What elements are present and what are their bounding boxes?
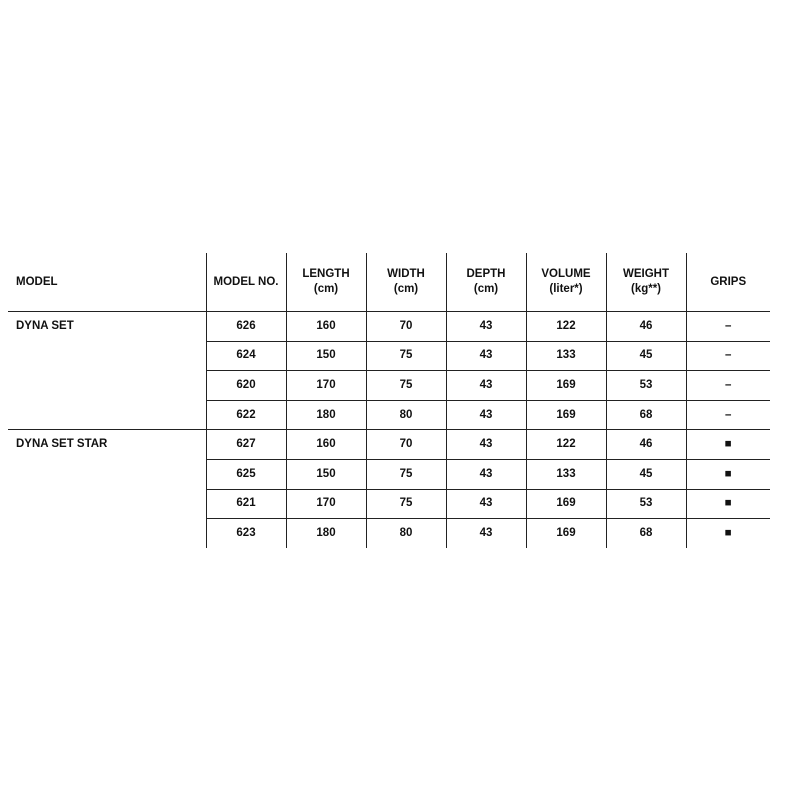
cell-volume: 122	[526, 430, 606, 460]
header-volume	[526, 253, 606, 312]
table-row	[8, 430, 770, 460]
header-model-no	[206, 253, 286, 312]
table-row	[8, 312, 770, 342]
grip-included-icon: ■	[724, 526, 732, 539]
grip-none-dash: –	[725, 349, 732, 362]
grip-included-icon: ■	[724, 438, 732, 451]
cell-model-no: 622	[206, 400, 286, 430]
cell-width: 75	[366, 459, 446, 489]
cell-model-no: 621	[206, 489, 286, 519]
cell-model-no: 625	[206, 459, 286, 489]
header-length-unit: (cm)	[313, 283, 339, 295]
cell-weight: 45	[606, 459, 686, 489]
product-spec-table	[8, 253, 770, 548]
cell-width: 75	[366, 371, 446, 401]
grip-none-dash: –	[725, 408, 732, 421]
grip-included-icon: ■	[724, 467, 732, 480]
grip-none-dash: –	[725, 378, 732, 391]
header-model-label: MODEL	[16, 275, 58, 288]
cell-volume: 169	[526, 371, 606, 401]
cell-length: 160	[286, 430, 366, 460]
cell-volume: 169	[526, 489, 606, 519]
cell-weight: 53	[606, 371, 686, 401]
header-weight-unit: (kg**)	[630, 283, 662, 295]
cell-width: 70	[366, 430, 446, 460]
header-depth	[446, 253, 526, 312]
header-length-label: LENGTH	[302, 268, 350, 280]
cell-volume: 133	[526, 341, 606, 371]
cell-grips	[686, 312, 770, 342]
table-body	[8, 312, 770, 548]
cell-weight: 46	[606, 312, 686, 342]
model-name-cell: DYNA SET	[8, 312, 206, 430]
cell-width: 75	[366, 341, 446, 371]
header-length	[286, 253, 366, 312]
header-width-unit: (cm)	[393, 283, 419, 295]
cell-grips	[686, 489, 770, 519]
cell-volume: 122	[526, 312, 606, 342]
cell-length: 150	[286, 459, 366, 489]
cell-volume: 169	[526, 519, 606, 548]
cell-depth: 43	[446, 371, 526, 401]
cell-weight: 53	[606, 489, 686, 519]
cell-volume: 133	[526, 459, 606, 489]
cell-depth: 43	[446, 430, 526, 460]
cell-grips	[686, 519, 770, 548]
cell-grips	[686, 371, 770, 401]
header-weight-label: WEIGHT	[623, 268, 669, 280]
cell-width: 70	[366, 312, 446, 342]
header-volume-unit: (liter*)	[549, 283, 583, 295]
cell-model-no: 627	[206, 430, 286, 460]
cell-length: 180	[286, 519, 366, 548]
header-width-label: WIDTH	[387, 268, 425, 280]
cell-length: 150	[286, 341, 366, 371]
cell-length: 170	[286, 371, 366, 401]
header-grips	[686, 253, 770, 312]
cell-grips	[686, 430, 770, 460]
cell-depth: 43	[446, 312, 526, 342]
model-name-cell: DYNA SET STAR	[8, 430, 206, 548]
cell-weight: 68	[606, 400, 686, 430]
cell-model-no: 620	[206, 371, 286, 401]
table-header-row	[8, 253, 770, 312]
cell-length: 180	[286, 400, 366, 430]
cell-length: 170	[286, 489, 366, 519]
cell-grips	[686, 341, 770, 371]
cell-weight: 68	[606, 519, 686, 548]
cell-weight: 46	[606, 430, 686, 460]
header-depth-label: DEPTH	[466, 268, 506, 280]
cell-depth: 43	[446, 400, 526, 430]
cell-model-no: 623	[206, 519, 286, 548]
cell-volume: 169	[526, 400, 606, 430]
header-depth-unit: (cm)	[473, 283, 499, 295]
header-model-no-label: MODEL NO.	[213, 275, 279, 288]
cell-model-no: 624	[206, 341, 286, 371]
cell-depth: 43	[446, 459, 526, 489]
header-weight	[606, 253, 686, 312]
cell-length: 160	[286, 312, 366, 342]
header-width	[366, 253, 446, 312]
grip-included-icon: ■	[724, 497, 732, 510]
cell-grips	[686, 400, 770, 430]
cell-grips	[686, 459, 770, 489]
header-volume-label: VOLUME	[541, 268, 591, 280]
cell-depth: 43	[446, 489, 526, 519]
cell-depth: 43	[446, 341, 526, 371]
grip-none-dash: –	[725, 319, 732, 332]
header-grips-label: GRIPS	[710, 275, 747, 288]
cell-width: 75	[366, 489, 446, 519]
cell-depth: 43	[446, 519, 526, 548]
header-model	[8, 253, 206, 312]
cell-width: 80	[366, 519, 446, 548]
cell-model-no: 626	[206, 312, 286, 342]
cell-width: 80	[366, 400, 446, 430]
cell-weight: 45	[606, 341, 686, 371]
